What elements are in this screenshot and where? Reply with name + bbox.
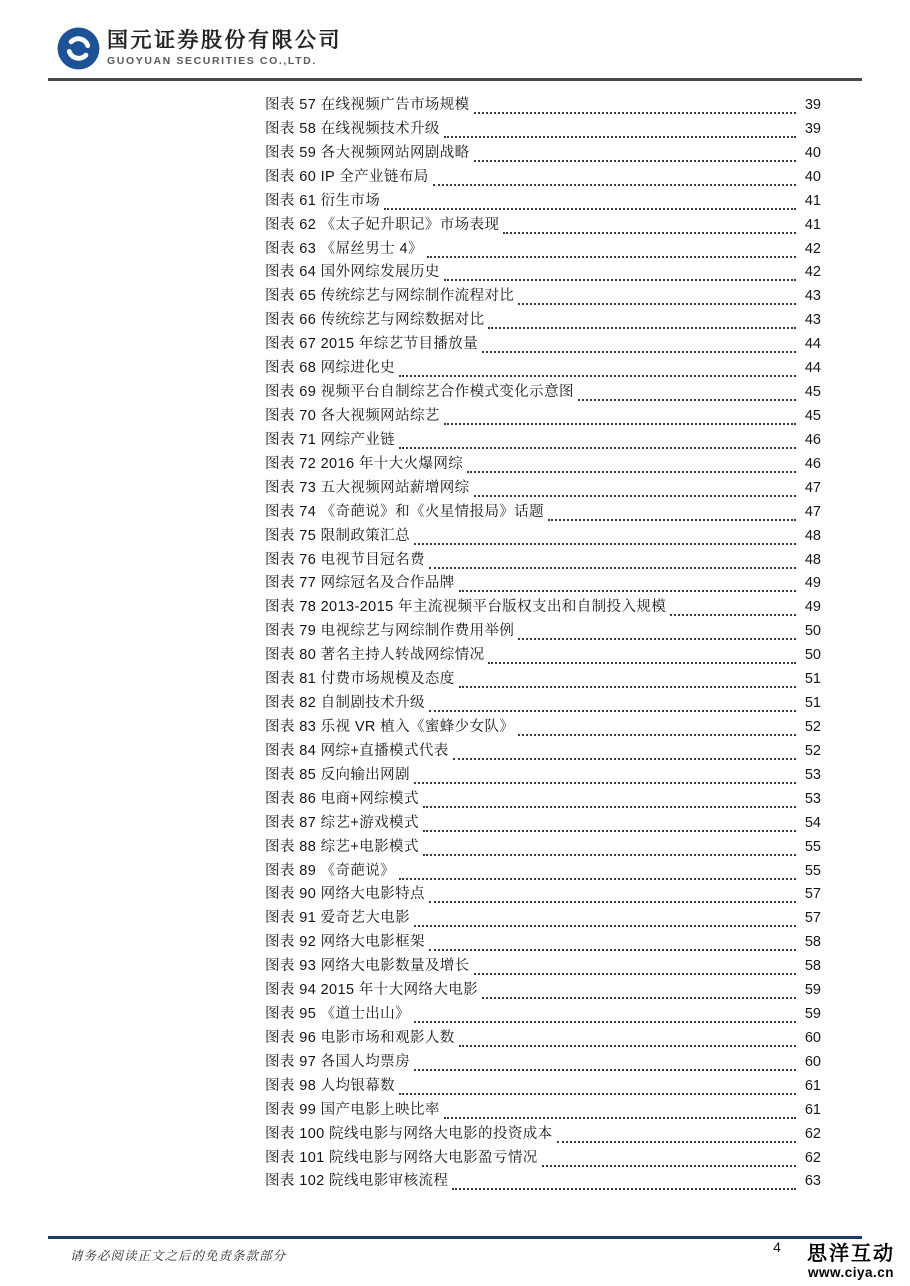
toc-entry-label: 图表 70 各大视频网站综艺 xyxy=(265,407,440,424)
toc-page-number: 51 xyxy=(804,695,821,712)
footer-disclaimer: 请务必阅读正文之后的免责条款部分 xyxy=(70,1249,287,1263)
toc-leader-dots xyxy=(429,549,796,569)
toc-page-number: 55 xyxy=(804,838,821,855)
toc-entry-label: 图表 79 电视综艺与网综制作费用举例 xyxy=(265,623,515,640)
toc-entry-label: 图表 60 IP 全产业链布局 xyxy=(265,168,429,185)
toc-entry[interactable] xyxy=(265,166,821,190)
toc-page-number: 61 xyxy=(804,1077,821,1094)
toc-leader-dots xyxy=(557,1123,796,1143)
toc-entry[interactable] xyxy=(265,860,821,884)
toc-entry[interactable] xyxy=(265,501,821,525)
toc-entry[interactable] xyxy=(265,405,821,429)
toc-leader-dots xyxy=(548,501,796,521)
toc-entry[interactable] xyxy=(265,333,821,357)
toc-entry-label: 图表 91 爱奇艺大电影 xyxy=(265,910,410,927)
toc-list xyxy=(265,94,821,1194)
toc-page-number: 54 xyxy=(804,814,821,831)
toc-entry-label: 图表 84 网综+直播模式代表 xyxy=(265,742,449,759)
toc-entry[interactable] xyxy=(265,118,821,142)
toc-entry-label: 图表 101 院线电影与网络大电影盈亏情况 xyxy=(265,1149,538,1166)
toc-entry[interactable] xyxy=(265,788,821,812)
header xyxy=(57,27,342,70)
toc-leader-dots xyxy=(467,453,796,473)
toc-entry-label: 图表 69 视频平台自制综艺合作模式变化示意图 xyxy=(265,384,574,401)
toc-entry-label: 图表 68 网综进化史 xyxy=(265,360,396,377)
toc-leader-dots xyxy=(444,261,796,281)
toc-entry-label: 图表 77 网综冠名及合作品牌 xyxy=(265,575,455,592)
toc-page-number: 62 xyxy=(804,1125,821,1142)
toc-entry-label: 图表 73 五大视频网站薪增网综 xyxy=(265,479,470,496)
toc-page-number: 48 xyxy=(804,551,821,568)
toc-leader-dots xyxy=(429,931,796,951)
toc-entry-label: 图表 67 2015 年综艺节目播放量 xyxy=(265,336,479,353)
toc-page-number: 43 xyxy=(804,288,821,305)
toc-leader-dots xyxy=(578,381,796,401)
toc-entry[interactable] xyxy=(265,740,821,764)
toc-page-number: 45 xyxy=(804,384,821,401)
toc-entry[interactable] xyxy=(265,812,821,836)
toc-leader-dots xyxy=(474,477,796,497)
toc-entry[interactable] xyxy=(265,381,821,405)
company-name-en: GUOYUAN SECURITIES CO.,LTD. xyxy=(107,55,317,68)
toc-entry[interactable] xyxy=(265,214,821,238)
toc-leader-dots xyxy=(670,596,796,616)
toc-entry-label: 图表 63 《屌丝男士 4》 xyxy=(265,240,423,257)
toc-entry[interactable] xyxy=(265,1170,821,1194)
toc-page-number: 41 xyxy=(804,192,821,209)
toc-page-number: 58 xyxy=(804,958,821,975)
toc-entry-label: 图表 80 著名主持人转战网综情况 xyxy=(265,647,485,664)
toc-entry-label: 图表 96 电影市场和观影人数 xyxy=(265,1029,455,1046)
toc-entry[interactable] xyxy=(265,1147,821,1171)
toc-entry[interactable] xyxy=(265,692,821,716)
toc-leader-dots xyxy=(423,812,796,832)
toc-entry[interactable] xyxy=(265,883,821,907)
toc-entry[interactable] xyxy=(265,94,821,118)
toc-entry[interactable] xyxy=(265,572,821,596)
toc-page-number: 50 xyxy=(804,623,821,640)
toc-entry-label: 图表 81 付费市场规模及态度 xyxy=(265,671,455,688)
toc-entry-label: 图表 89 《奇葩说》 xyxy=(265,862,396,879)
toc-leader-dots xyxy=(399,860,796,880)
toc-page-number: 52 xyxy=(804,718,821,735)
toc-entry[interactable] xyxy=(265,238,821,262)
toc-entry-label: 图表 61 衍生市场 xyxy=(265,192,381,209)
toc-entry[interactable] xyxy=(265,836,821,860)
toc-page-number: 49 xyxy=(804,575,821,592)
toc-entry-label: 图表 93 网络大电影数量及增长 xyxy=(265,958,470,975)
toc-page-number: 45 xyxy=(804,407,821,424)
toc-entry-label: 图表 71 网综产业链 xyxy=(265,431,396,448)
toc-entry[interactable] xyxy=(265,1051,821,1075)
toc-entry-label: 图表 94 2015 年十大网络大电影 xyxy=(265,982,479,999)
toc-entry-label: 图表 85 反向输出网剧 xyxy=(265,766,410,783)
toc-entry[interactable] xyxy=(265,477,821,501)
toc-page-number: 57 xyxy=(804,886,821,903)
toc-entry[interactable] xyxy=(265,309,821,333)
toc-entry[interactable] xyxy=(265,716,821,740)
toc-leader-dots xyxy=(399,357,796,377)
toc-leader-dots xyxy=(444,1099,796,1119)
toc-leader-dots xyxy=(459,668,796,688)
toc-entry[interactable] xyxy=(265,955,821,979)
toc-entry[interactable] xyxy=(265,979,821,1003)
toc-entry[interactable] xyxy=(265,644,821,668)
toc-entry-label: 图表 76 电视节目冠名费 xyxy=(265,551,425,568)
toc-entry[interactable] xyxy=(265,1003,821,1027)
toc-leader-dots xyxy=(414,1003,796,1023)
toc-page-number: 62 xyxy=(804,1149,821,1166)
toc-leader-dots xyxy=(453,740,796,760)
toc-page-number: 41 xyxy=(804,216,821,233)
toc-page-number: 40 xyxy=(804,144,821,161)
footer-page-number: 4 xyxy=(773,1239,781,1255)
toc-page-number: 55 xyxy=(804,862,821,879)
toc-leader-dots xyxy=(459,572,796,592)
toc-leader-dots xyxy=(452,1170,796,1190)
toc-entry[interactable] xyxy=(265,620,821,644)
toc-leader-dots xyxy=(427,238,796,258)
toc-page-number: 39 xyxy=(804,120,821,137)
toc-entry-label: 图表 95 《道士出山》 xyxy=(265,1006,410,1023)
watermark xyxy=(792,1243,910,1282)
toc-page-number: 59 xyxy=(804,1006,821,1023)
toc-page-number: 51 xyxy=(804,671,821,688)
toc-entry-label: 图表 64 国外网综发展历史 xyxy=(265,264,440,281)
toc-leader-dots xyxy=(518,716,796,736)
toc-entry[interactable] xyxy=(265,668,821,692)
toc-leader-dots xyxy=(423,788,796,808)
toc-entry-label: 图表 102 院线电影审核流程 xyxy=(265,1173,449,1190)
header-divider xyxy=(48,78,862,81)
toc-leader-dots xyxy=(518,620,796,640)
toc-entry-label: 图表 82 自制剧技术升级 xyxy=(265,695,425,712)
toc-page-number: 42 xyxy=(804,240,821,257)
toc-entry-label: 图表 66 传统综艺与网综数据对比 xyxy=(265,312,485,329)
toc-entry-label: 图表 74 《奇葩说》和《火星情报局》话题 xyxy=(265,503,545,520)
toc-page-number: 63 xyxy=(804,1173,821,1190)
toc-entry-label: 图表 58 在线视频技术升级 xyxy=(265,120,440,137)
toc-leader-dots xyxy=(444,405,796,425)
toc-entry[interactable] xyxy=(265,907,821,931)
toc-page-number: 46 xyxy=(804,431,821,448)
toc-entry[interactable] xyxy=(265,1027,821,1051)
toc-leader-dots xyxy=(474,955,796,975)
toc-page-number: 47 xyxy=(804,503,821,520)
toc-leader-dots xyxy=(503,214,796,234)
toc-entry-label: 图表 62 《太子妃升职记》市场表现 xyxy=(265,216,500,233)
toc-leader-dots xyxy=(488,309,796,329)
toc-entry[interactable] xyxy=(265,764,821,788)
watermark-url: www.ciya.cn xyxy=(807,1265,895,1280)
toc-leader-dots xyxy=(482,979,796,999)
toc-page-number: 60 xyxy=(804,1053,821,1070)
toc-entry[interactable] xyxy=(265,142,821,166)
toc-entry-label: 图表 98 人均银幕数 xyxy=(265,1077,396,1094)
company-name-cn: 国元证券股份有限公司 xyxy=(107,29,342,52)
toc-leader-dots xyxy=(444,118,796,138)
toc-entry-label: 图表 92 网络大电影框架 xyxy=(265,934,425,951)
toc-entry[interactable] xyxy=(265,357,821,381)
toc-page-number: 47 xyxy=(804,479,821,496)
toc-page-number: 44 xyxy=(804,360,821,377)
toc-entry[interactable] xyxy=(265,429,821,453)
toc-entry[interactable] xyxy=(265,1075,821,1099)
toc-entry[interactable] xyxy=(265,525,821,549)
toc-page-number: 53 xyxy=(804,766,821,783)
toc-leader-dots xyxy=(474,94,796,114)
toc-leader-dots xyxy=(384,190,796,210)
toc-entry[interactable] xyxy=(265,1123,821,1147)
logo-text xyxy=(107,29,342,67)
guoyuan-logo-icon xyxy=(57,27,100,70)
toc-page-number: 53 xyxy=(804,790,821,807)
toc-page-number: 57 xyxy=(804,910,821,927)
watermark-name: 思洋互动 xyxy=(807,1243,895,1265)
toc-entry[interactable] xyxy=(265,190,821,214)
toc-page-number: 44 xyxy=(804,336,821,353)
toc-leader-dots xyxy=(414,525,796,545)
toc-entry-label: 图表 86 电商+网综模式 xyxy=(265,790,419,807)
toc-entry[interactable] xyxy=(265,453,821,477)
toc-leader-dots xyxy=(542,1147,796,1167)
toc-entry-label: 图表 65 传统综艺与网综制作流程对比 xyxy=(265,288,515,305)
footer-divider xyxy=(48,1236,862,1239)
toc-leader-dots xyxy=(399,1075,796,1095)
toc-page-number: 46 xyxy=(804,455,821,472)
toc-entry-label: 图表 83 乐视 VR 植入《蜜蜂少女队》 xyxy=(265,718,515,735)
toc-entry-label: 图表 87 综艺+游戏模式 xyxy=(265,814,419,831)
toc-page-number: 49 xyxy=(804,599,821,616)
toc-entry[interactable] xyxy=(265,285,821,309)
toc-leader-dots xyxy=(429,883,796,903)
toc-leader-dots xyxy=(518,285,796,305)
toc-page-number: 50 xyxy=(804,647,821,664)
toc-entry-label: 图表 57 在线视频广告市场规模 xyxy=(265,97,470,113)
toc-entry[interactable] xyxy=(265,1099,821,1123)
toc-page-number: 58 xyxy=(804,934,821,951)
toc-leader-dots xyxy=(482,333,796,353)
toc-page-number: 59 xyxy=(804,982,821,999)
toc-entry-label: 图表 75 限制政策汇总 xyxy=(265,527,410,544)
toc-page-number: 52 xyxy=(804,742,821,759)
toc-leader-dots xyxy=(414,907,796,927)
toc-leader-dots xyxy=(488,644,796,664)
toc-leader-dots xyxy=(414,1051,796,1071)
toc-leader-dots xyxy=(429,692,796,712)
toc-entry-label: 图表 97 各国人均票房 xyxy=(265,1053,410,1070)
toc-leader-dots xyxy=(423,836,796,856)
toc-leader-dots xyxy=(399,429,796,449)
toc-leader-dots xyxy=(414,764,796,784)
toc-leader-dots xyxy=(433,166,796,186)
toc-entry-label: 图表 100 院线电影与网络大电影的投资成本 xyxy=(265,1125,553,1142)
toc-page-number: 39 xyxy=(804,97,821,113)
toc-page-number: 40 xyxy=(804,168,821,185)
toc-page-number: 60 xyxy=(804,1029,821,1046)
toc-entry-label: 图表 88 综艺+电影模式 xyxy=(265,838,419,855)
toc-entry[interactable] xyxy=(265,931,821,955)
toc-leader-dots xyxy=(459,1027,796,1047)
toc-entry-label: 图表 78 2013-2015 年主流视频平台版权支出和自制投入规模 xyxy=(265,599,667,616)
toc-page-number: 43 xyxy=(804,312,821,329)
toc-entry-label: 图表 99 国产电影上映比率 xyxy=(265,1101,440,1118)
toc-entry[interactable] xyxy=(265,261,821,285)
toc-entry-label: 图表 59 各大视频网站网剧战略 xyxy=(265,144,470,161)
toc-entry[interactable] xyxy=(265,596,821,620)
toc-page-number: 42 xyxy=(804,264,821,281)
toc-page-number: 48 xyxy=(804,527,821,544)
toc-entry-label: 图表 90 网络大电影特点 xyxy=(265,886,425,903)
toc-entry-label: 图表 72 2016 年十大火爆网综 xyxy=(265,455,464,472)
toc-page-number: 61 xyxy=(804,1101,821,1118)
toc-entry[interactable] xyxy=(265,549,821,573)
toc-leader-dots xyxy=(474,142,796,162)
